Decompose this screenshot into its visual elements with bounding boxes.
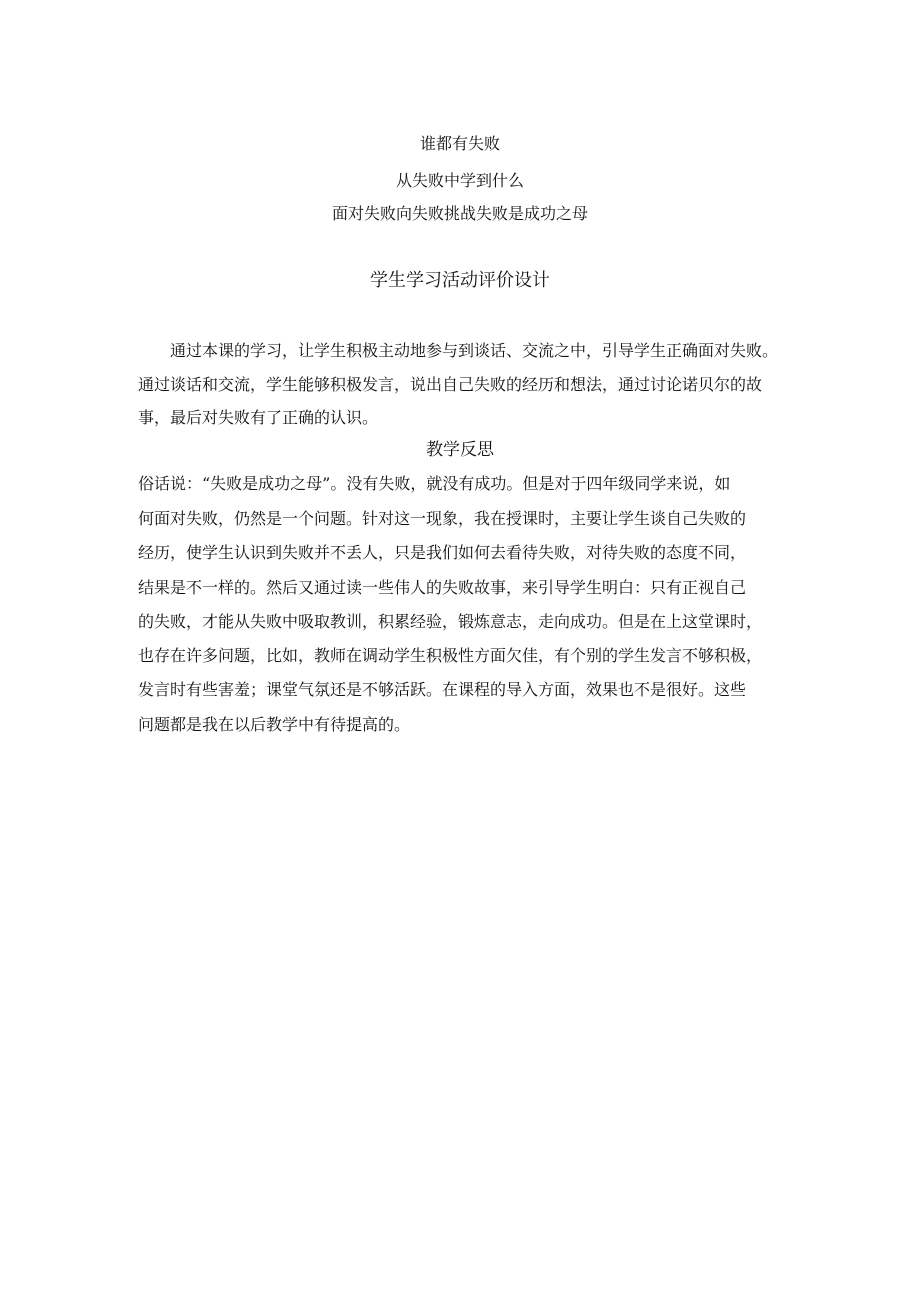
evaluation-heading: 学生学习活动评价设计 <box>370 270 550 291</box>
evaluation-line-2: 通过谈话和交流，学生能够积极发言，说出自己失败的经历和想法，通过讨论诺贝尔的故 <box>138 375 763 394</box>
reflection-line-1: 俗话说：“失败是成功之母”。没有失败，就没有成功。但是对于四年级同学来说，如 <box>138 474 731 493</box>
reflection-line-8: 问题都是我在以后教学中有待提高的。 <box>138 715 411 734</box>
reflection-line-5: 的失败，才能从失败中吸取教训，积累经验，锻炼意志，走向成功。但是在上这堂课时， <box>138 612 763 631</box>
reflection-heading: 教学反思 <box>426 440 494 460</box>
reflection-line-4: 结果是不一样的。然后又通过读一些伟人的失败故事，来引导学生明白：只有正视自己 <box>138 578 747 597</box>
outline-line-3: 面对失败向失败挑战失败是成功之母 <box>331 204 588 223</box>
evaluation-line-1: 通过本课的学习，让学生积极主动地参与到谈话、交流之中，引导学生正确面对失败。 <box>170 341 779 360</box>
outline-line-2: 从失败中学到什么 <box>395 171 524 190</box>
reflection-line-6: 也存在许多问题，比如，教师在调动学生积极性方面欠佳，有个别的学生发言不够积极， <box>138 646 763 665</box>
reflection-line-2: 何面对失败，仍然是一个问题。针对这一现象，我在授课时，主要让学生谈自己失败的 <box>138 509 747 528</box>
outline-line-1: 谁都有失败 <box>419 134 500 153</box>
reflection-line-7: 发言时有些害羞；课堂气氛还是不够活跃。在课程的导入方面，效果也不是很好。这些 <box>138 680 747 699</box>
reflection-line-3: 经历，使学生认识到失败并不丢人，只是我们如何去看待失败，对待失败的态度不同， <box>138 543 747 562</box>
evaluation-line-3: 事，最后对失败有了正确的认识。 <box>138 408 379 427</box>
